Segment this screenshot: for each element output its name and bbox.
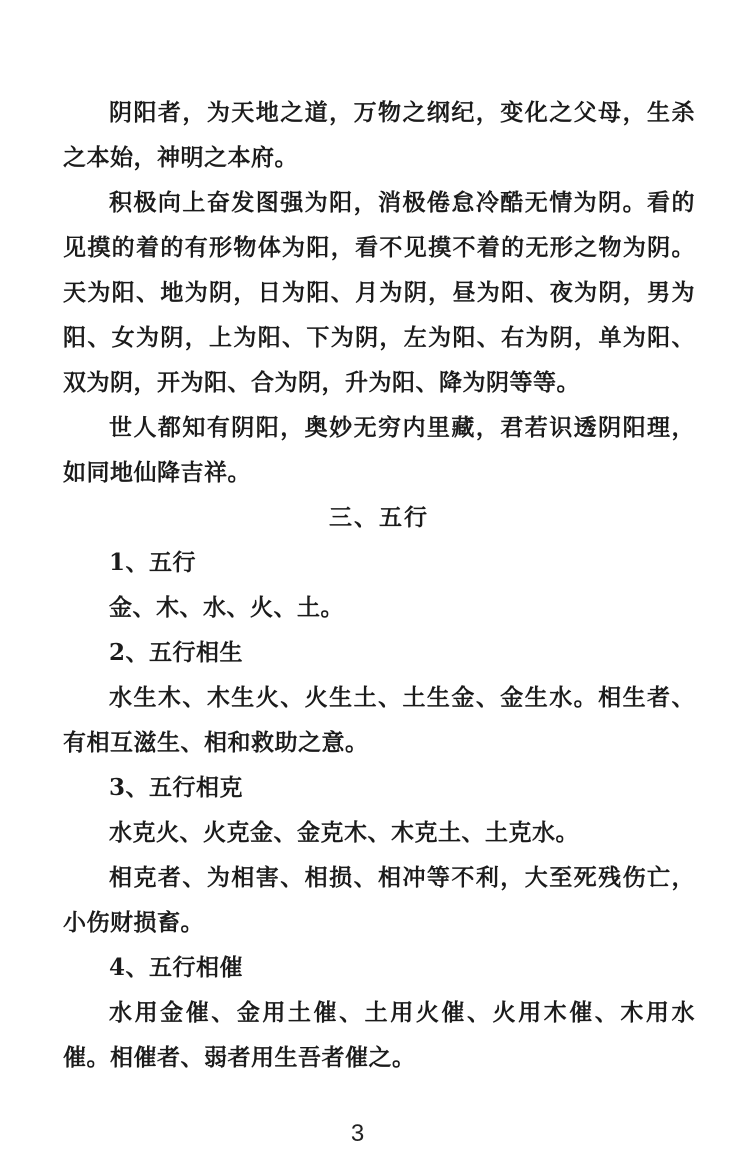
list-item-body-wuxing: 金、木、水、火、土。 [109,594,344,621]
list-item-label-wuxing: 1、五行 [109,549,197,576]
list-item-label-xiangke: 3、五行相克 [109,774,244,801]
paragraph-yinyang-verse: 世人都知有阴阳，奥妙无穷内里藏，君若识透阴阳理，如同地仙降吉祥。 [63,414,695,486]
page-body [63,90,695,1080]
paragraph-yinyang-examples: 积极向上奋发图强为阳，消极倦怠冷酷无情为阴。看的见摸的着的有形物体为阳，看不见摸不着的无形之物为阴。天为阳、地为阴，日为阳、月为阴，昼为阳、夜为阴，男为阳、女为阴，上为阳、下为阴，左为阳、右为阴，单为阳、双为阴，开为阳、合为阴，升为阳、降为阴等等。 [63,189,695,396]
list-item-label-xiangcui: 4、五行相催 [109,954,244,981]
list-item-body-xiangcui: 水用金催、金用土催、土用火催、火用木催、木用水催。相催者、弱者用生吾者催之。 [63,999,695,1071]
list-item-body-xiangsheng: 水生木、木生火、火生土、土生金、金生水。相生者、有相互滋生、相和救助之意。 [63,684,695,756]
list-item-body-xiangke-sequence: 水克火、火克金、金克木、木克土、土克水。 [109,819,579,846]
list-item-label-xiangsheng: 2、五行相生 [109,639,244,666]
section-heading-wuxing: 三、五行 [329,504,429,531]
paragraph-yinyang-definition: 阴阳者，为天地之道，万物之纲纪，变化之父母，生杀之本始，神明之本府。 [63,99,695,171]
page-number: 3 [350,1120,365,1147]
list-item-body-xiangke-meaning: 相克者、为相害、相损、相冲等不利，大至死残伤亡，小伤财损畜。 [63,864,695,936]
